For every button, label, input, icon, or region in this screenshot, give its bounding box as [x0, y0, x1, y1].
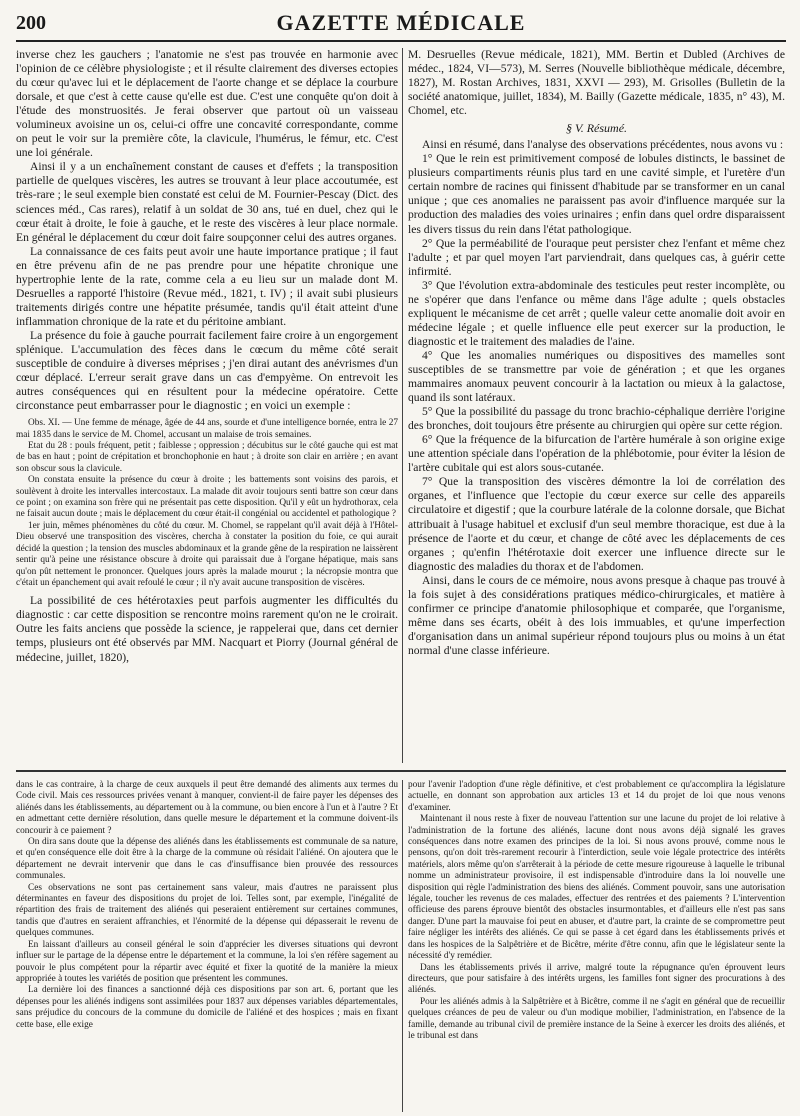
page-header: [16, 6, 786, 42]
summary-item: 7° Que la transposition des viscères démontre la loi de corrélation des organes, et l'influence que l'ectopie du cœur exerce sur celle des appareils circulatoire et digestif ; que la courbure latérale de la colonne dorsale, que Bichat attribuait à l'usage habituel et exclusif d'un seul membre thoracique, est due à la présence de l'aorte et du cœur, et change de côté avec les déplacements de ces organes ; qu'enfin l'hétérotaxie doit exercer une influence directe sur le diagnostic des maladies du thorax et de l'abdomen.: [408, 475, 785, 573]
summary-item: 1° Que le rein est primitivement composé de lobules distincts, le bassinet de plusieurs compartiments réunis plus tard en une cavité simple, et l'uretère d'un certain nombre de racines qui finissent d'habitude par se transformer en un canal unique ; que ces anomalies ne paraissent pas avoir d'influence marquée sur la production des maladies des voies urinaires ; enfin dans quel ordre disparaissent les divers tissus du rein dans l'état pathologique.: [408, 152, 785, 236]
journal-title: GAZETTE MÉDICALE: [276, 10, 526, 35]
paragraph: On dira sans doute que la dépense des aliénés dans les établissements est communale de sa nature, et qu'en conséquence elle doit être à la charge de la commune où résidait l'aliéné. On ajoutera que le département ne devrait intervenir que dans le cas d'insuffisance bien prouvée des ressources communales.: [16, 837, 398, 882]
paragraph: Ainsi en résumé, dans l'analyse des observations précédentes, nous avons vu :: [422, 138, 784, 152]
observation-paragraph: Etat du 28 : pouls fréquent, petit ; faiblesse ; oppression ; décubitus sur le côté gauche qui est mat de bas en haut ; point de crépitation et bronchophonie en haut ; à droite son clair en arrière ; en avant son obscur sous la clavicule.: [16, 441, 398, 474]
summary-item: 3° Que l'évolution extra-abdominale des testicules peut rester incomplète, ou ne s'opérer que dans l'enfance ou même dans l'âge adulte ; quels obstacles expliquent le mécanisme de cet arrêt ; quelle valeur cette anomalie doit avoir en médecine légale ; et quelle influence elle peut exercer sur la production, le diagnostic et le traitement des maladies de l'aine.: [408, 278, 785, 348]
summary-item: 6° Que la fréquence de la bifurcation de l'artère humérale à son origine exige une attention spéciale dans l'opération de la phlébotomie, pour éviter la lésion de l'artère cubitale qui est alors sous-cutanée.: [408, 433, 785, 475]
column-divider: [402, 48, 403, 763]
page-number: 200: [16, 12, 46, 34]
summary-item: 4° Que les anomalies numériques ou dispositives des mamelles sont susceptibles de se transmettre par voie de génération ; et que les organes mammaires anomaux peuvent concourir à la lactation ou mieux à la galactose, quand ils sont latéraux.: [408, 348, 785, 405]
column-divider: [402, 780, 403, 1112]
paragraph: La connaissance de ces faits peut avoir une haute importance pratique ; il faut en être prévenu afin de ne pas prendre pour une hépatite chronique une hypertrophie lente de la rate, comme cela a eu lieu sur un malade dont M. Desruelles a rapporté l'histoire (Revue méd., 1821, t. IV) ; il avait subi plusieurs traitements dirigés contre une hépatite présumée, tandis qu'il était atteint d'une inflammation chronique de la rate et du péritoine ambiant.: [16, 244, 398, 328]
section-title: § V. Résumé.: [565, 121, 628, 136]
paragraph: Maintenant il nous reste à fixer de nouveau l'attention sur une lacune du projet de loi relative à l'administration de la fortune des aliénés, lacune dont nous avons déjà signalé les graves conséquences dans notre examen des principes de la loi. Si nous avons prouvé, comme nous le pensons, qu'on doit très-rarement recourir à l'interdiction, seule voie légale protectrice des intérêts matériels, alors même qu'on s'arrêterait à la période de cette mesure rigoureuse à laquelle le tribunal nomme un administrateur provisoire, il est indispensable d'introduire dans la loi nouvelle une disposition qui règle l'administration des biens des aliénés. Comment pouvoir, sans une autorisation légale, toucher les revenus de ces malades, effectuer des rentrées et des paiements ? L'intervention officieuse des parens éprouve bientôt des obstacles insurmontables, et d'ailleurs elle n'est pas sans danger. D'une part la mauvaise foi peut en abuser, et d'autre part, la crainte de se compromettre peut faire négliger les intérêts des aliénés. Ce qui se passe à cet égard dans les établissements privés et dans les hospices de la Salpêtrière et de Bicêtre, mérite d'être connu, afin que le législateur sente la nécessité d'y remédier.: [408, 814, 785, 962]
article-column-left: [16, 48, 398, 763]
summary-item: 2° Que la perméabilité de l'ouraque peut persister chez l'enfant et même chez l'adulte ; et par quel moyen l'art parviendrait, dans quelques cas, à guérir cette infirmité.: [408, 236, 785, 278]
observation-paragraph: Obs. XI. — Une femme de ménage, âgée de 44 ans, sourde et d'une intelligence bornée, entra le 27 mai 1835 dans le service de M. Chomel, accusant un malaise de trois semaines.: [16, 418, 398, 440]
paragraph: inverse chez les gauchers ; l'anatomie ne s'est pas trouvée en harmonie avec l'opinion de ce célèbre physiologiste ; et il résulte clairement des diverses ectopies du cœur qu'avec lui et le déplacement de l'aorte change et se déplace la courbure dorsale, et que c'est à cette cause qu'elle est due. C'est une conquête qu'on doit à l'étude des monstruosités. Je ferai observer que partout où un vaisseau volumineux avoisine un os, celui-ci offre une concavité correspondante, comme on peut le voir sur la première côte, la clavicule, l'humérus, le fémur, etc. C'est une loi générale.: [16, 48, 398, 160]
feuilleton-divider: [16, 770, 786, 772]
paragraph: pour l'avenir l'adoption d'une règle définitive, et c'est probablement ce qu'accomplira la législature actuelle, en donnant son approbation aux articles 13 et 14 du projet de loi que nous venons d'examiner.: [408, 780, 785, 813]
summary-item: 5° Que la possibilité du passage du tronc brachio-céphalique derrière l'origine des bronches, doit toujours être présente au chirurgien qui opère sur cette région.: [408, 405, 785, 433]
paragraph: La dernière loi des finances a sanctionné déjà ces dispositions par son art. 6, portant que les dépenses pour les aliénés indigens sont assimilées pour 1837 aux dépenses variables départementales, sans préjudice du concours de la commune du domicile de l'aliéné et des hospices ; mais en fixant cette base, elle exige: [16, 985, 398, 1030]
paragraph: Dans les établissements privés il arrive, malgré toute la répugnance qu'en éprouvent leurs directeurs, que pour satisfaire à des intérêts urgens, les familles font signer des procurations à des aliénés.: [408, 962, 785, 996]
article-column-right: [408, 48, 785, 763]
feuilleton-column-left: [16, 780, 398, 1112]
paragraph: Ainsi, dans le cours de ce mémoire, nous avons presque à chaque pas trouvé à la fois sujet à des considérations pratiques médico-chirurgicales, et matière à confirmer ce principe d'anatomie philosophique et comparée, que l'organisme, même dans ses écarts, obéit à des lois immuables, et qu'une imperfection d'organisation dans un animal supérieur répond toujours plus ou moins à un état normal d'une classe inférieure.: [408, 573, 785, 657]
feuilleton-column-right: [408, 780, 785, 1112]
paragraph: En laissant d'ailleurs au conseil général le soin d'apprécier les diverses situations qui devront influer sur le partage de la dépense entre le département et la commune, la loi s'en réfère sagement au pouvoir le plus compétent pour la répartir avec équité et fixer la quotité de la manière la mieux appropriée à toutes les variétés de position que présentent les communes.: [16, 939, 398, 984]
paragraph: La possibilité de ces hétérotaxies peut parfois augmenter les difficultés du diagnostic : car cette disposition se rencontre moins rarement qu'on ne le croirait. Outre les faits anciens que possède la science, je rappelerai que, dans cet dernier temps, plusieurs ont été observés par MM. Nacquart et Piorry (Journal général de médecine, juillet, 1820),: [16, 594, 398, 664]
observation-paragraph: On constata ensuite la présence du cœur à droite ; les battements sont voisins des parois, et soulèvent à droite les intervalles intercostaux. La malade dit avoir toujours senti battre son cœur dans ce point ; on examina son frère qui ne présentait pas cette disposition. Qu'il y eût un hydrothorax, cela ne faisait aucun doute ; mais le déplacement du cœur était-il congénial ou accidentel et pathologique ?: [16, 475, 398, 520]
paragraph: dans le cas contraire, à la charge de ceux auxquels il peut être demandé des aliments aux termes du Code civil. Mais ces ressources privées venant à manquer, convient-il de faire payer les dépenses des aliénés dans les établissements, au département ou à la commune, ou bien encore à l'un et à l'autre ? Et en admettant cette dernière résolution, dans quelle mesure le département et la commune doivent-ils concourir à ce paiement ?: [16, 780, 398, 836]
paragraph: Pour les aliénés admis à la Salpêtrière et à Bicêtre, comme il ne s'agit en général que de recueillir quelques créances de peu de valeur ou d'un modique mobilier, l'administration, en l'absence de la famille, demande au tribunal civil de première instance de la Seine à exercer les droits des aliénés, et le tribunal est dans: [408, 996, 785, 1041]
paragraph: Ces observations ne sont pas certainement sans valeur, mais d'autres ne paraissent plus déterminantes en faveur des dispositions du projet de loi. Telles sont, par exemple, l'inégalité de répartition des frais de traitement des aliénés qui peseraient entièrement sur certaines communes, tandis que d'autres en seraient affranchies, et l'énormité de la dépense qui dépasserait le revenu de quelques communes.: [16, 882, 398, 939]
observation-paragraph: 1er juin, mêmes phénomènes du côté du cœur. M. Chomel, se rappelant qu'il avait déjà à l'Hôtel-Dieu observé une transposition des viscères, chercha à constater la position du foie, ce qui aurait décidé la question ; la tension des muscles abdominaux et la grande gêne de la respiration ne laissèrent sentir qu'à peine une résistance obscure à droite qui paraissait due à l'organe hépatique, mais sans qu'on pût nettement le prononcer. Quelques jours après la malade mourut ; la nécropsie montra que c'était un épanchement qui avait refoulé le cœur ; il n'y avait aucune transposition de viscères.: [16, 520, 398, 588]
paragraph: M. Desruelles (Revue médicale, 1821), MM. Bertin et Dubled (Archives de médec., 1824, VI—573), M. Serres (Nouvelle bibliothèque médicale, décembre, 1827), M. Rostan Archives, 1831, XXVI — 293), M. Grisolles (Bulletin de la société anatomique, juillet, 1834), M. Bailly (Gazette médicale, 1835, n° 43), M. Chomel, etc.: [408, 48, 785, 118]
paragraph: Ainsi il y a un enchaînement constant de causes et d'effets ; la transposition partielle de quelques viscères, les autres se trouvant à leur place accoutumée, est très-rare ; le seul exemple bien constaté est celui de M. Fournier-Pescay (Dict. des sciences méd., Cas rares), relatif à un soldat de 30 ans, tué en duel, chez qui le cœur était à droite, le foie à gauche, et le reste des viscères à leur place normale. En général le déplacement du cœur doit faire soupçonner celui des autres organes.: [16, 160, 398, 244]
paragraph: La présence du foie à gauche pourrait facilement faire croire à un engorgement splénique. L'accumulation des fèces dans le cœcum du même côté serait susceptible de conduire à diverses méprises ; j'en dirai autant des anévrismes d'un cœur déplacé. L'erreur serait grave dans un cas d'empyème. On entrevoit les autres conséquences qui en résultent pour la médecine opératoire. Cette circonstance peut embarrasser pour le diagnostic ; en voici un exemple :: [16, 328, 398, 413]
